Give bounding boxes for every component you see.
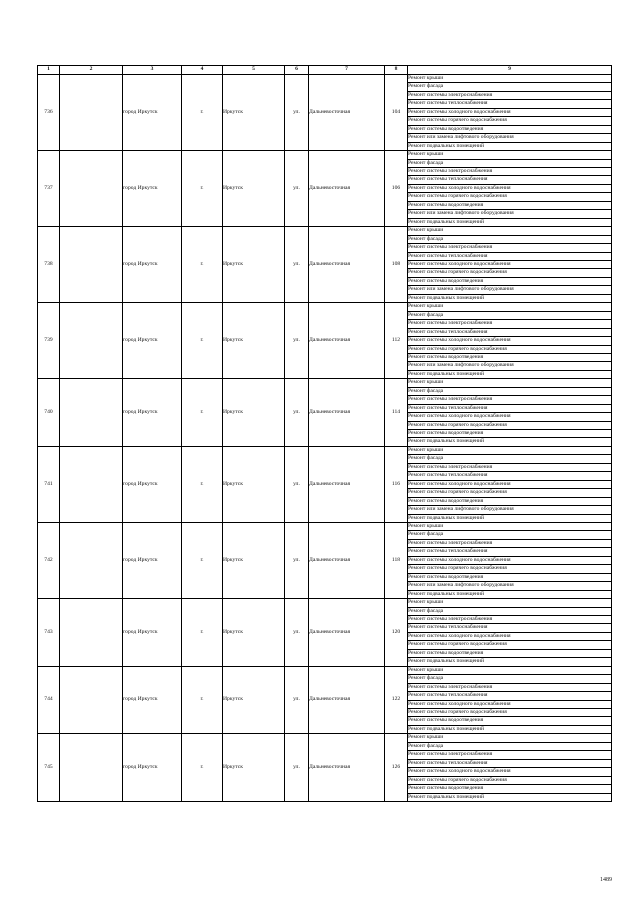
- street-name: Дальневосточная: [309, 599, 385, 667]
- settlement-name: Иркутск: [223, 599, 285, 667]
- work-item: Ремонт системы холодного водоснабжения: [408, 480, 612, 488]
- work-item: Ремонт крыши: [408, 227, 612, 235]
- work-item: Ремонт фасада: [408, 675, 612, 683]
- work-item: Ремонт подвальных помещений: [408, 218, 612, 226]
- work-item: Ремонт системы горячего водоснабжения: [408, 565, 612, 573]
- work-item: Ремонт системы теплоснабжения: [408, 252, 612, 260]
- table-row: [38, 75, 612, 83]
- col-header-2: 2: [60, 66, 123, 75]
- table-row: [38, 227, 612, 235]
- work-item: Ремонт системы водоотведения: [408, 277, 612, 285]
- work-item: Ремонт системы водоотведения: [408, 430, 612, 438]
- house-number: 126: [385, 734, 408, 802]
- register-body: [38, 75, 612, 802]
- work-item: Ремонт системы холодного водоснабжения: [408, 700, 612, 708]
- house-number: 104: [385, 75, 408, 151]
- work-item: Ремонт системы горячего водоснабжения: [408, 489, 612, 497]
- work-item: Ремонт фасада: [408, 531, 612, 539]
- record-number: 737: [38, 151, 60, 227]
- settlement-type: г.: [182, 379, 223, 447]
- col-header-6: 6: [285, 66, 309, 75]
- municipality: город Иркутск: [123, 379, 182, 447]
- table-row: [38, 303, 612, 311]
- municipality: город Иркутск: [123, 75, 182, 151]
- work-item: Ремонт системы электроснабжения: [408, 539, 612, 547]
- work-item: Ремонт крыши: [408, 303, 612, 311]
- empty-cell: [60, 523, 123, 599]
- record-number: 743: [38, 599, 60, 667]
- house-number: 122: [385, 666, 408, 734]
- work-item: Ремонт крыши: [408, 523, 612, 531]
- settlement-name: Иркутск: [223, 666, 285, 734]
- empty-cell: [60, 75, 123, 151]
- work-item: Ремонт или замена лифтового оборудования: [408, 210, 612, 218]
- work-item: Ремонт фасада: [408, 742, 612, 750]
- municipality: город Иркутск: [123, 151, 182, 227]
- work-item: Ремонт или замена лифтового оборудования: [408, 286, 612, 294]
- settlement-type: г.: [182, 523, 223, 599]
- work-item: Ремонт системы холодного водоснабжения: [408, 108, 612, 116]
- work-item: Ремонт системы электроснабжения: [408, 751, 612, 759]
- settlement-type: г.: [182, 734, 223, 802]
- street-type: ул.: [285, 227, 309, 303]
- work-item: Ремонт системы теплоснабжения: [408, 624, 612, 632]
- municipality: город Иркутск: [123, 303, 182, 379]
- work-item: Ремонт системы водоотведения: [408, 717, 612, 725]
- municipality: город Иркутск: [123, 227, 182, 303]
- work-item: Ремонт подвальных помещений: [408, 725, 612, 733]
- work-item: Ремонт крыши: [408, 599, 612, 607]
- work-item: Ремонт системы холодного водоснабжения: [408, 260, 612, 268]
- settlement-type: г.: [182, 666, 223, 734]
- work-item: Ремонт системы теплоснабжения: [408, 404, 612, 412]
- house-number: 106: [385, 151, 408, 227]
- table-row: [38, 666, 612, 674]
- house-number: 116: [385, 446, 408, 522]
- work-item: Ремонт системы электроснабжения: [408, 167, 612, 175]
- work-item: Ремонт системы горячего водоснабжения: [408, 269, 612, 277]
- work-item: Ремонт системы электроснабжения: [408, 91, 612, 99]
- work-item: Ремонт системы холодного водоснабжения: [408, 184, 612, 192]
- record-number: 745: [38, 734, 60, 802]
- col-header-5: 5: [223, 66, 285, 75]
- work-item: Ремонт крыши: [408, 666, 612, 674]
- register-table: [37, 65, 612, 802]
- table-row: [38, 446, 612, 454]
- settlement-type: г.: [182, 599, 223, 667]
- page-number: 1489: [600, 877, 612, 883]
- work-item: Ремонт системы теплоснабжения: [408, 759, 612, 767]
- work-item: Ремонт системы электроснабжения: [408, 320, 612, 328]
- col-header-8: 8: [385, 66, 408, 75]
- settlement-type: г.: [182, 227, 223, 303]
- work-item: Ремонт системы водоотведения: [408, 353, 612, 361]
- settlement-name: Иркутск: [223, 379, 285, 447]
- settlement-name: Иркутск: [223, 303, 285, 379]
- work-item: Ремонт системы горячего водоснабжения: [408, 193, 612, 201]
- col-header-1: 1: [38, 66, 60, 75]
- street-name: Дальневосточная: [309, 303, 385, 379]
- work-item: Ремонт крыши: [408, 75, 612, 83]
- work-item: Ремонт системы теплоснабжения: [408, 548, 612, 556]
- settlement-type: г.: [182, 446, 223, 522]
- work-item: Ремонт системы водоотведения: [408, 201, 612, 209]
- table-row: [38, 151, 612, 159]
- col-header-3: 3: [123, 66, 182, 75]
- record-number: 739: [38, 303, 60, 379]
- work-item: Ремонт системы водоотведения: [408, 573, 612, 581]
- empty-cell: [60, 227, 123, 303]
- settlement-type: г.: [182, 151, 223, 227]
- house-number: 112: [385, 303, 408, 379]
- work-item: Ремонт крыши: [408, 379, 612, 387]
- settlement-name: Иркутск: [223, 446, 285, 522]
- house-number: 108: [385, 227, 408, 303]
- work-item: Ремонт системы теплоснабжения: [408, 176, 612, 184]
- street-name: Дальневосточная: [309, 379, 385, 447]
- work-item: Ремонт подвальных помещений: [408, 294, 612, 302]
- work-item: Ремонт или замена лифтового оборудования: [408, 506, 612, 514]
- work-item: Ремонт системы горячего водоснабжения: [408, 345, 612, 353]
- street-type: ул.: [285, 666, 309, 734]
- settlement-type: г.: [182, 75, 223, 151]
- municipality: город Иркутск: [123, 734, 182, 802]
- street-name: Дальневосточная: [309, 523, 385, 599]
- municipality: город Иркутск: [123, 446, 182, 522]
- settlement-name: Иркутск: [223, 75, 285, 151]
- street-type: ул.: [285, 446, 309, 522]
- settlement-type: г.: [182, 303, 223, 379]
- street-name: Дальневосточная: [309, 75, 385, 151]
- street-name: Дальневосточная: [309, 446, 385, 522]
- work-item: Ремонт системы теплоснабжения: [408, 472, 612, 480]
- street-name: Дальневосточная: [309, 151, 385, 227]
- settlement-name: Иркутск: [223, 523, 285, 599]
- settlement-name: Иркутск: [223, 151, 285, 227]
- house-number: 114: [385, 379, 408, 447]
- table-row: [38, 523, 612, 531]
- street-type: ул.: [285, 379, 309, 447]
- street-type: ул.: [285, 303, 309, 379]
- record-number: 744: [38, 666, 60, 734]
- street-name: Дальневосточная: [309, 734, 385, 802]
- empty-cell: [60, 599, 123, 667]
- house-number: 118: [385, 523, 408, 599]
- work-item: Ремонт системы холодного водоснабжения: [408, 556, 612, 564]
- work-item: Ремонт системы теплоснабжения: [408, 100, 612, 108]
- record-number: 738: [38, 227, 60, 303]
- work-item: Ремонт системы холодного водоснабжения: [408, 413, 612, 421]
- work-item: Ремонт системы теплоснабжения: [408, 328, 612, 336]
- empty-cell: [60, 446, 123, 522]
- work-item: Ремонт системы водоотведения: [408, 125, 612, 133]
- street-type: ул.: [285, 734, 309, 802]
- work-item: Ремонт системы горячего водоснабжения: [408, 421, 612, 429]
- work-item: Ремонт фасада: [408, 235, 612, 243]
- work-item: Ремонт подвальных помещений: [408, 658, 612, 666]
- header-row: [38, 66, 612, 75]
- work-item: Ремонт системы водоотведения: [408, 785, 612, 793]
- col-header-9: 9: [408, 66, 612, 75]
- work-item: Ремонт системы водоотведения: [408, 649, 612, 657]
- street-type: ул.: [285, 75, 309, 151]
- work-item: Ремонт фасада: [408, 83, 612, 91]
- work-item: Ремонт подвальных помещений: [408, 514, 612, 522]
- work-item: Ремонт крыши: [408, 734, 612, 742]
- work-item: Ремонт фасада: [408, 311, 612, 319]
- record-number: 740: [38, 379, 60, 447]
- work-item: Ремонт системы холодного водоснабжения: [408, 632, 612, 640]
- work-item: Ремонт подвальных помещений: [408, 590, 612, 598]
- empty-cell: [60, 303, 123, 379]
- col-header-7: 7: [309, 66, 385, 75]
- work-item: Ремонт системы горячего водоснабжения: [408, 776, 612, 784]
- table-row: [38, 599, 612, 607]
- work-item: Ремонт системы электроснабжения: [408, 616, 612, 624]
- work-item: Ремонт системы горячего водоснабжения: [408, 117, 612, 125]
- work-item: Ремонт фасада: [408, 159, 612, 167]
- work-item: Ремонт системы водоотведения: [408, 497, 612, 505]
- work-item: Ремонт или замена лифтового оборудования: [408, 362, 612, 370]
- work-item: Ремонт фасада: [408, 455, 612, 463]
- empty-cell: [60, 734, 123, 802]
- work-item: Ремонт системы холодного водоснабжения: [408, 768, 612, 776]
- table-row: [38, 734, 612, 742]
- record-number: 736: [38, 75, 60, 151]
- house-number: 120: [385, 599, 408, 667]
- record-number: 741: [38, 446, 60, 522]
- work-item: Ремонт подвальных помещений: [408, 793, 612, 801]
- empty-cell: [60, 666, 123, 734]
- empty-cell: [60, 151, 123, 227]
- empty-cell: [60, 379, 123, 447]
- street-type: ул.: [285, 151, 309, 227]
- street-type: ул.: [285, 523, 309, 599]
- municipality: город Иркутск: [123, 599, 182, 667]
- work-item: Ремонт подвальных помещений: [408, 370, 612, 378]
- settlement-name: Иркутск: [223, 227, 285, 303]
- work-item: Ремонт системы электроснабжения: [408, 683, 612, 691]
- street-name: Дальневосточная: [309, 666, 385, 734]
- work-item: Ремонт подвальных помещений: [408, 438, 612, 446]
- col-header-4: 4: [182, 66, 223, 75]
- street-type: ул.: [285, 599, 309, 667]
- municipality: город Иркутск: [123, 666, 182, 734]
- work-item: Ремонт фасада: [408, 387, 612, 395]
- record-number: 742: [38, 523, 60, 599]
- work-item: Ремонт крыши: [408, 151, 612, 159]
- table-row: [38, 379, 612, 387]
- work-item: Ремонт или замена лифтового оборудования: [408, 134, 612, 142]
- work-item: Ремонт системы теплоснабжения: [408, 692, 612, 700]
- settlement-name: Иркутск: [223, 734, 285, 802]
- municipality: город Иркутск: [123, 523, 182, 599]
- work-item: Ремонт системы электроснабжения: [408, 244, 612, 252]
- work-item: Ремонт крыши: [408, 446, 612, 454]
- work-item: Ремонт или замена лифтового оборудования: [408, 582, 612, 590]
- work-item: Ремонт системы холодного водоснабжения: [408, 337, 612, 345]
- work-item: Ремонт подвальных помещений: [408, 142, 612, 150]
- work-item: Ремонт фасада: [408, 607, 612, 615]
- work-item: Ремонт системы горячего водоснабжения: [408, 708, 612, 716]
- work-item: Ремонт системы горячего водоснабжения: [408, 641, 612, 649]
- work-item: Ремонт системы электроснабжения: [408, 463, 612, 471]
- street-name: Дальневосточная: [309, 227, 385, 303]
- work-item: Ремонт системы электроснабжения: [408, 396, 612, 404]
